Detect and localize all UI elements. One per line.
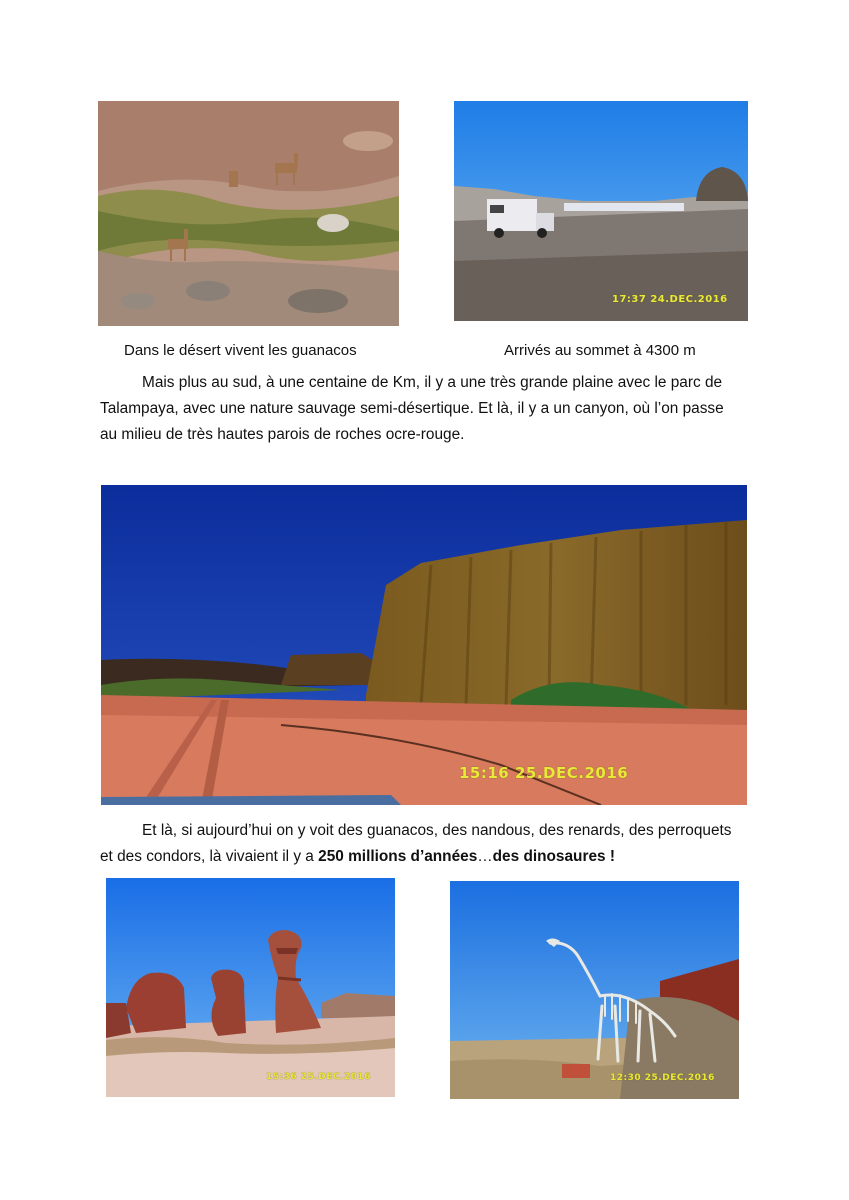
- paragraph-line: Mais plus au sud, à une centaine de Km, il y a une très grande plaine avec le parc de: [142, 374, 723, 391]
- paragraph-dinosaurs: [100, 818, 760, 870]
- canyon-photo: [101, 485, 747, 805]
- paragraph-line: et des condors, là vivaient il y a: [100, 848, 319, 865]
- photo-timestamp: 12:30 25.DEC.2016: [610, 1073, 715, 1083]
- caption-guanacos: Dans le désert vivent les guanacos: [124, 342, 357, 359]
- photo-timestamp: 15:36 25.DEC.2016: [266, 1072, 371, 1082]
- highlight-250-million-years: 250 millions d’années: [318, 848, 478, 865]
- photo-timestamp: 15:16 25.DEC.2016: [459, 764, 629, 782]
- photo-timestamp: 17:37 24.DEC.2016: [612, 294, 728, 305]
- paragraph-line: Talampaya, avec une nature sauvage semi-désertique. Et là, il y a un canyon, où l’on passe: [100, 400, 724, 417]
- highlight-dinosaurs: des dinosaures !: [492, 848, 615, 865]
- paragraph-line: Et là, si aujourd’hui on y voit des guanacos, des nandous, des renards, des perroquets: [142, 822, 732, 839]
- rock-formations-photo: [106, 878, 395, 1097]
- caption-summit: Arrivés au sommet à 4300 m: [504, 342, 696, 359]
- paragraph-talampaya: [100, 370, 760, 448]
- summit-camper-photo: [454, 101, 748, 321]
- dinosaur-skeleton-photo: [450, 881, 739, 1099]
- ellipsis: …: [477, 848, 493, 865]
- paragraph-line: au milieu de très hautes parois de roches ocre-rouge.: [100, 426, 465, 443]
- guanacos-photo: [98, 101, 399, 326]
